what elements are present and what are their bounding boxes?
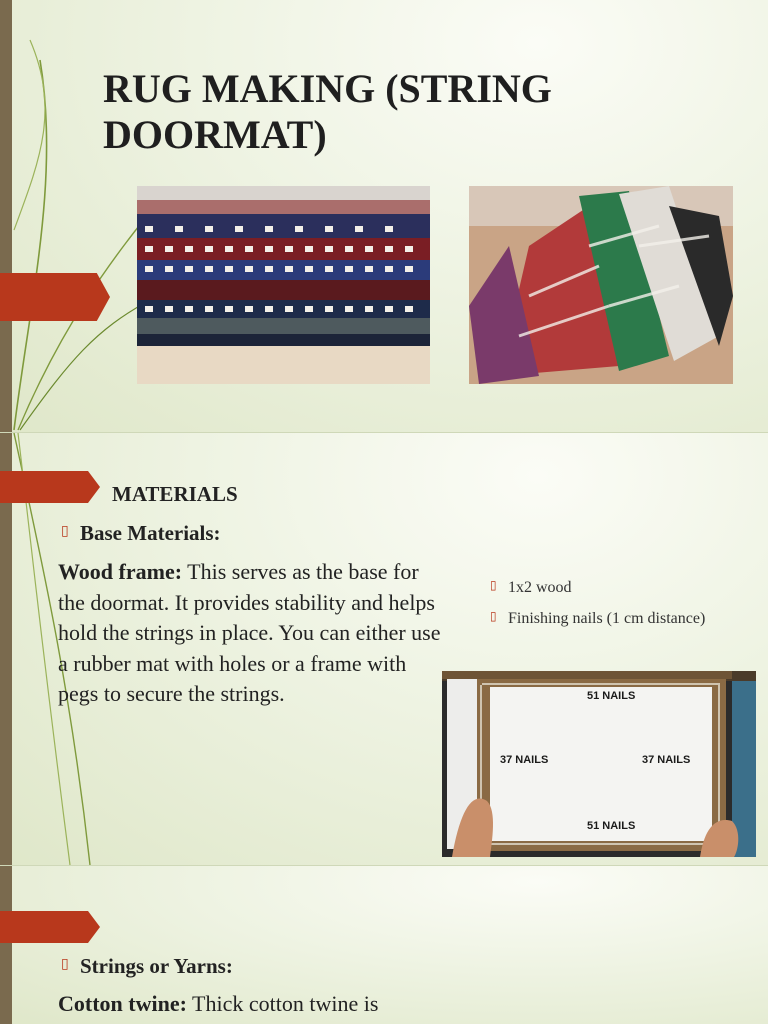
- wood-frame-label: Wood frame:: [58, 559, 183, 584]
- bottom-nails-label: 51 NAILS: [587, 820, 636, 832]
- cotton-twine-text: Thick cotton twine is: [192, 991, 379, 1016]
- left-accent-bar: [0, 0, 12, 432]
- slide-materials: [0, 433, 768, 865]
- section-heading: MATERIALS: [112, 482, 238, 506]
- slide-title: [0, 0, 768, 432]
- wood-frame-paragraph: [58, 557, 443, 710]
- hollow-square-bullet-icon: ▯: [61, 956, 69, 972]
- list-item-text: Finishing nails (1 cm distance): [508, 610, 706, 627]
- cotton-twine-paragraph: [58, 989, 478, 1020]
- accent-arrow-tab: [0, 273, 110, 321]
- slide-strings: [0, 866, 768, 1024]
- cotton-twine-label: Cotton twine:: [58, 991, 187, 1016]
- materials-list: [490, 576, 705, 638]
- top-nails-label: 51 NAILS: [587, 690, 636, 702]
- left-nails-label: 37 NAILS: [500, 754, 549, 766]
- list-item-text: 1x2 wood: [508, 579, 572, 596]
- wood-frame-text: This serves as the base for the doormat. It provides stability and helps hold the strings in place. You can either use a rubber mat with holes or a frame with pegs to secure the strings.: [58, 559, 441, 706]
- rolled-doormats-photo: [469, 186, 733, 384]
- stacked-doormats-photo: [137, 186, 430, 384]
- hollow-square-bullet-icon: ▯: [490, 609, 497, 623]
- nail-frame-photo: [442, 671, 756, 857]
- accent-arrow-tab: [0, 471, 100, 503]
- list-item: [490, 607, 705, 638]
- base-materials-heading: Base Materials:: [80, 521, 221, 545]
- left-accent-bar: [0, 866, 12, 1024]
- hollow-square-bullet-icon: ▯: [490, 578, 497, 592]
- accent-arrow-tab: [0, 911, 100, 943]
- hollow-square-bullet-icon: ▯: [61, 523, 69, 539]
- page-title: RUG MAKING (STRING DOORMAT): [103, 66, 552, 157]
- strings-heading: Strings or Yarns:: [80, 954, 233, 978]
- right-nails-label: 37 NAILS: [642, 754, 691, 766]
- list-item: [490, 576, 705, 607]
